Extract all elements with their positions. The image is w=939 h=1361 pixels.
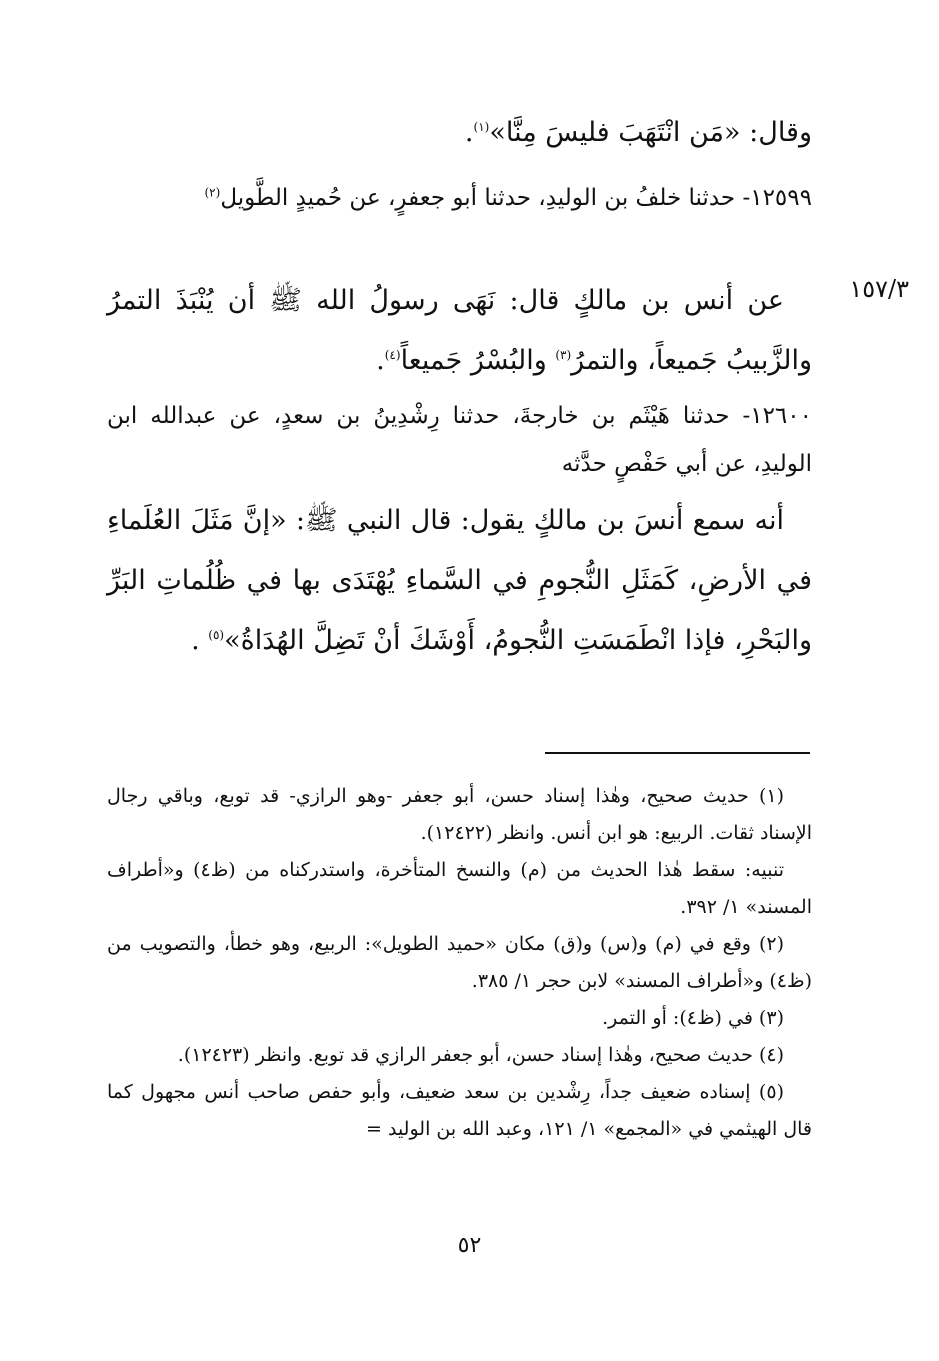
hadith-12599-chain-text: ١٢٥٩٩- حدثنا خلفُ بن الوليدِ، حدثنا أبو جعفرٍ، عن حُميدٍ الطَّويل (220, 185, 812, 211)
hadith-12600-chain-text: ١٢٦٠٠- حدثنا هَيْثَم بن خارجةَ، حدثنا رِشْدِينُ بن سعدٍ، عن عبدالله ابن الوليدِ، عن أبي حَفْصٍ حدَّثه (107, 403, 812, 477)
footnote-separator (545, 752, 810, 754)
hadith-12599-chain (107, 174, 812, 222)
footnote-marker-4: (٤) (384, 348, 401, 362)
paragraph-1-tail: . (464, 117, 474, 148)
footnote-2: (٢) وقع في (م) و(س) و(ق) مكان «حميد الطويل»: الربيع، وهو خطأ، والتصويب من (ظ٤) و«أطراف المسند» لابن حجر ١/ ٣٨٥. (107, 933, 812, 992)
footnote-1-warning: تنبيه: سقط هٰذا الحديث من (م) والنسخ المتأخرة، واستدركناه من (ظ٤) و«أطراف المسند» ١/ ٣٩٢. (107, 859, 812, 918)
hadith-12599-text-tail: . (376, 345, 385, 376)
hadith-12600-text-body: أنه سمع أنسَ بن مالكٍ يقول: قال النبي ﷺ: «إنَّ مَثَلَ العُلَماءِ في الأرضِ، كَمَثَلِ النُّجومِ في السَّماءِ يُهْتَدَى بها في ظُلُماتِ البَرِّ والبَحْرِ، فإذا انْطَمَسَتِ النُّجومُ، أَوْشَكَ أنْ تَضِلَّ الهُدَاةُ» (107, 505, 812, 656)
footnote-3: (٣) في (ظ٤): أو التمر. (602, 1007, 784, 1029)
footnote-5: (٥) إسناده ضعيف جداً، رِشْدين بن سعد ضعيف، وأبو حفص صاحب أنس مجهول كما قال الهيثمي في «المجمع» ١/ ١٢١، وعبد الله بن الوليد = (107, 1081, 812, 1140)
hadith-12599-text-a: عن أنس بن مالكٍ قال: نَهَى رسولُ الله ﷺ أن يُنْبَذَ التمرُ والزَّبيبُ جَميعاً، والتمرُ (107, 285, 812, 376)
hadith-12600-chain (107, 392, 812, 488)
hadith-12599-text (107, 271, 812, 391)
paragraph-1 (107, 103, 812, 163)
paragraph-1-text: وقال: «مَن انْتَهَبَ فليسَ مِنَّا» (489, 117, 812, 148)
hadith-12599-text-b: والبُسْرُ جَميعاً (400, 345, 556, 376)
margin-reference: ١٥٧/٣ (849, 275, 909, 303)
footnote-marker-5: (٥) (208, 628, 225, 642)
page-number: ٥٢ (457, 1233, 482, 1258)
footnote-4: (٤) حديث صحيح، وهٰذا إسناد حسن، أبو جعفر الرازي قد توبع. وانظر (١٢٤٢٣). (177, 1044, 784, 1066)
footnotes (107, 778, 812, 1148)
footnote-marker-2: (٢) (204, 185, 221, 200)
hadith-12600-text (107, 491, 812, 671)
hadith-12600-text-tail: . (191, 625, 209, 656)
footnote-1: (١) حديث صحيح، وهٰذا إسناد حسن، أبو جعفر -وهو الرازي- قد توبع، وباقي رجال الإسناد ثقات. الربيع: هو ابن أنس. وانظر (١٢٤٢٢). (107, 785, 812, 844)
footnote-marker-3: (٣) (555, 348, 572, 362)
footnote-marker-1: (١) (473, 120, 490, 134)
